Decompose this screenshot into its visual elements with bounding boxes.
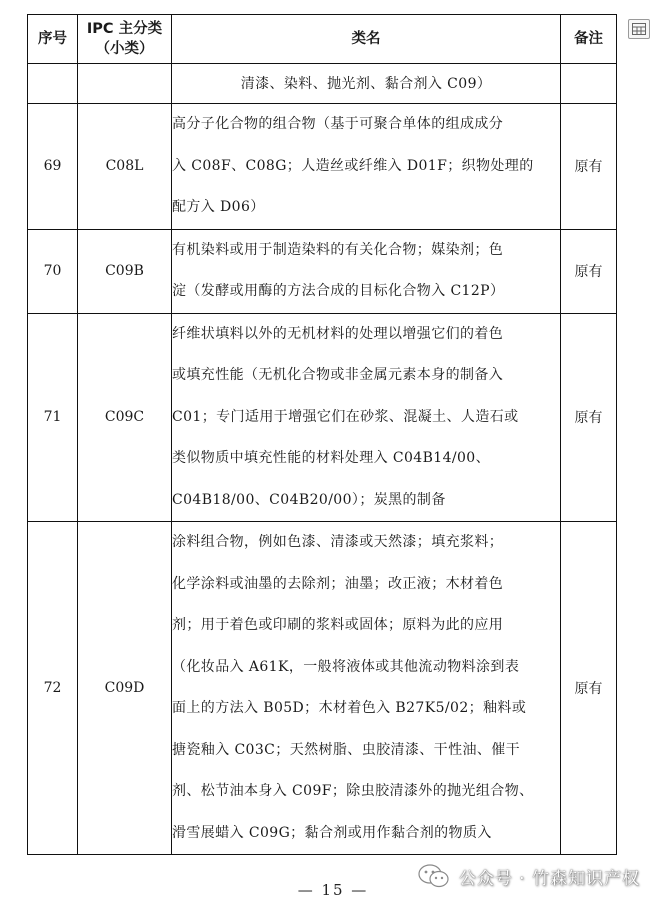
name-line: （化妆品入 A61K，一般将液体或其他流动物料涂到表 xyxy=(172,658,520,675)
table-row xyxy=(28,313,617,522)
layout-icon[interactable] xyxy=(628,19,650,39)
cell-code xyxy=(78,64,172,104)
cell-num xyxy=(28,64,78,104)
table-row xyxy=(28,104,617,230)
ipc-classification-table xyxy=(27,14,617,855)
name-line: 入 C08F、C08G；人造丝或纤维入 D01F；织物处理的 xyxy=(172,157,534,174)
name-line: 或填充性能（无机化合物或非金属元素本身的制备入 xyxy=(172,367,504,383)
cell-num: 70 xyxy=(28,229,78,313)
name-line: 有机染料或用于制造染料的有关化合物；媒染剂；色 xyxy=(172,241,504,258)
cell-code: C09C xyxy=(78,313,172,522)
name-line: 化学涂料或油墨的去除剂；油墨；改正液；木材着色 xyxy=(172,575,504,592)
header-note: 备注 xyxy=(561,15,617,64)
name-line: 涂料组合物，例如色漆、清漆或天然漆；填充浆料； xyxy=(172,534,504,550)
table-row-continuation xyxy=(28,64,617,104)
cell-name xyxy=(172,229,561,313)
cell-note: 原有 xyxy=(561,229,617,313)
cell-num: 72 xyxy=(28,522,78,855)
watermark-text: 公众号 · 竹森知识产权 xyxy=(458,868,640,889)
header-ipc-line1: IPC 主分类 xyxy=(86,21,163,37)
cell-code: C09D xyxy=(78,522,172,855)
header-name: 类名 xyxy=(172,15,561,64)
name-line: 淀（发酵或用酶的方法合成的目标化合物入 C12P） xyxy=(172,283,505,299)
cell-code: C08L xyxy=(78,104,172,230)
name-line: 高分子化合物的组合物（基于可聚合单体的组成成分 xyxy=(172,116,504,132)
header-ipc-line2: （小类） xyxy=(95,41,154,57)
name-line: C01；专门适用于增强它们在砂浆、混凝土、人造石或 xyxy=(172,408,519,425)
cell-note xyxy=(561,64,617,104)
name-line: 滑雪展蜡入 C09G；黏合剂或用作黏合剂的物质入 xyxy=(172,824,492,841)
table-header-row xyxy=(28,15,617,64)
name-line: 搪瓷釉入 C03C；天然树脂、虫胶清漆、干性油、催干 xyxy=(172,741,521,758)
name-line: 面上的方法入 B05D；木材着色入 B27K5/02；釉料或 xyxy=(172,700,527,716)
page-number: — 15 — xyxy=(297,881,369,899)
cell-name xyxy=(172,522,561,855)
name-line: 剂、松节油本身入 C09F；除虫胶清漆外的抛光组合物、 xyxy=(172,783,534,799)
cell-code: C09B xyxy=(78,229,172,313)
name-line: 纤维状填料以外的无机材料的处理以增强它们的着色 xyxy=(172,325,504,342)
header-ipc xyxy=(78,15,172,64)
name-line: 剂；用于着色或印刷的浆料或固体；原料为此的应用 xyxy=(172,617,504,633)
cell-num: 71 xyxy=(28,313,78,522)
layout-icon-glyph xyxy=(632,23,646,35)
cell-name xyxy=(172,313,561,522)
wechat-icon xyxy=(417,863,451,889)
cell-name xyxy=(172,104,561,230)
cell-note: 原有 xyxy=(561,104,617,230)
cell-name: 清漆、染料、抛光剂、黏合剂入 C09） xyxy=(172,64,561,104)
watermark xyxy=(417,863,640,889)
table-row xyxy=(28,522,617,855)
header-num: 序号 xyxy=(28,15,78,64)
cell-num: 69 xyxy=(28,104,78,230)
table-row xyxy=(28,229,617,313)
name-line: C04B18/00、C04B20/00）；炭黑的制备 xyxy=(172,491,446,508)
cell-note: 原有 xyxy=(561,313,617,522)
name-line: 配方入 D06） xyxy=(172,199,265,215)
name-line: 类似物质中填充性能的材料处理入 C04B14/00、 xyxy=(172,450,491,466)
cell-note: 原有 xyxy=(561,522,617,855)
